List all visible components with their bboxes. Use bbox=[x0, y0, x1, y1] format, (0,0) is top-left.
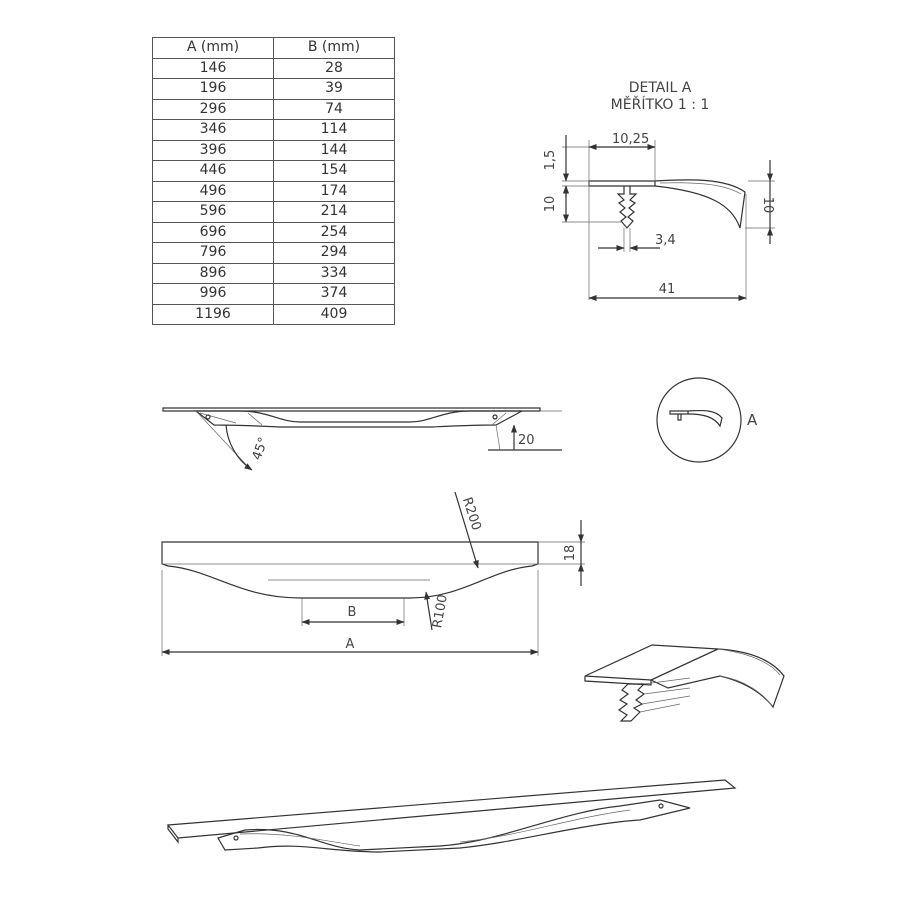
callout-label: A bbox=[747, 411, 758, 429]
cell-a-value: 346 bbox=[153, 120, 274, 141]
dim-thickness-label: 1,5 bbox=[543, 149, 558, 171]
dim-pin-label: 3,4 bbox=[655, 233, 676, 248]
cell-b-value: 334 bbox=[274, 263, 395, 284]
label-a: A bbox=[345, 637, 355, 652]
dim-height-left-label: 10 bbox=[543, 195, 558, 213]
cell-a-value: 196 bbox=[153, 79, 274, 100]
cell-b-value: 74 bbox=[274, 99, 395, 120]
cell-a-value: 296 bbox=[153, 99, 274, 120]
iso-pin bbox=[619, 684, 644, 721]
screw-hole-right bbox=[493, 415, 497, 419]
top-view-body bbox=[196, 411, 522, 427]
cell-b-value: 39 bbox=[274, 79, 395, 100]
front-view-profile bbox=[162, 542, 538, 598]
cell-b-value: 28 bbox=[274, 58, 395, 79]
cell-a-value: 146 bbox=[153, 58, 274, 79]
front-view bbox=[162, 492, 585, 656]
iso-handle bbox=[651, 649, 784, 707]
cell-a-value: 596 bbox=[153, 202, 274, 223]
cell-b-value: 374 bbox=[274, 284, 395, 305]
cell-a-value: 696 bbox=[153, 222, 274, 243]
cell-a-value: 1196 bbox=[153, 304, 274, 325]
perspective-plate bbox=[168, 780, 735, 842]
iso-plate bbox=[585, 645, 718, 685]
cell-a-value: 796 bbox=[153, 243, 274, 264]
cell-b-value: 144 bbox=[274, 140, 395, 161]
detail-a-view bbox=[543, 80, 775, 300]
callout-circle bbox=[657, 378, 741, 462]
cell-b-value: 154 bbox=[274, 161, 395, 182]
height-label: 18 bbox=[563, 544, 578, 562]
isometric-detail bbox=[585, 645, 784, 721]
cell-b-value: 214 bbox=[274, 202, 395, 223]
cell-a-value: 446 bbox=[153, 161, 274, 182]
detail-scale: MĚŘÍTKO 1 : 1 bbox=[610, 97, 710, 113]
dim-width-label: 41 bbox=[658, 282, 676, 297]
screw-hole-left bbox=[206, 415, 210, 419]
dim-height-right-label: 10 bbox=[760, 196, 775, 214]
label-b: B bbox=[347, 605, 357, 620]
cell-a-value: 396 bbox=[153, 140, 274, 161]
cell-a-value: 996 bbox=[153, 284, 274, 305]
cell-b-value: 114 bbox=[274, 120, 395, 141]
top-view bbox=[163, 408, 562, 470]
cell-b-value: 174 bbox=[274, 181, 395, 202]
detail-callout bbox=[657, 378, 758, 462]
cell-b-value: 409 bbox=[274, 304, 395, 325]
cell-a-value: 896 bbox=[153, 263, 274, 284]
dim-offset-label: 10,25 bbox=[612, 132, 650, 147]
cell-a-value: 496 bbox=[153, 181, 274, 202]
profile-plate bbox=[589, 181, 655, 186]
cell-b-value: 294 bbox=[274, 243, 395, 264]
profile-handle bbox=[655, 180, 745, 228]
perspective-screw-right bbox=[659, 804, 663, 808]
perspective-view bbox=[168, 780, 735, 852]
perspective-screw-left bbox=[234, 836, 238, 840]
radius-bottom-label: R100 bbox=[430, 593, 451, 630]
column-header-b: B (mm) bbox=[274, 38, 395, 59]
radius-top-label: R200 bbox=[458, 495, 484, 533]
detail-title: DETAIL A bbox=[628, 80, 692, 96]
depth-label: 20 bbox=[518, 433, 535, 448]
cell-b-value: 254 bbox=[274, 222, 395, 243]
perspective-body bbox=[218, 800, 690, 852]
column-header-a: A (mm) bbox=[153, 38, 274, 59]
angle-label: 45° bbox=[249, 435, 272, 463]
